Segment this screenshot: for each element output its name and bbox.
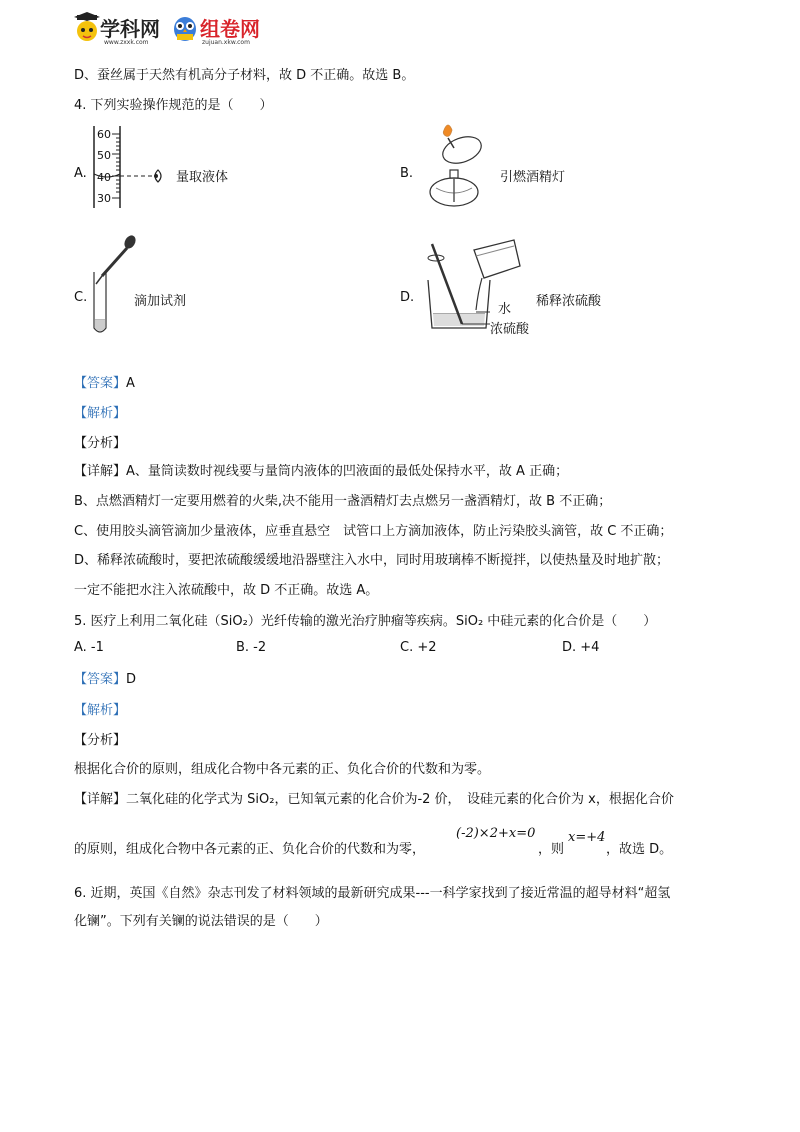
question-5-stem: 5. 医疗上利用二氧化硅（SiO₂）光纤传输的激光治疗肿瘤等疾病。SiO₂ 中硅元素的化合价是（ ） xyxy=(74,614,657,629)
cylinder-scale-60: 60 xyxy=(97,128,111,141)
alcohol-lamps-figure xyxy=(414,120,500,212)
q4-detail-5: 一定不能把水注入浓硫酸中，故 D 不正确。故选 A。 xyxy=(74,583,379,598)
answer-tag: 【答案】 xyxy=(74,672,127,687)
q4-detail-2: B、点燃酒精灯一定要用燃着的火柴,决不能用一盏酒精灯去点燃另一盏酒精灯，故 B 不正确； xyxy=(74,494,612,509)
q4-jiexi-tag: 【解析】 xyxy=(74,406,127,421)
q4-detail-1 xyxy=(74,460,568,479)
detail-text-2a: 的原则，组成化合物中各元素的正、负化合价的代数和为零， xyxy=(74,842,426,857)
answer-value: A xyxy=(126,376,135,391)
option-a-letter: A. xyxy=(74,166,87,181)
question-6-line-1: 6. 近期，英国《自然》杂志刊发了材料领域的最新研究成果---一科学家找到了接近常温的超导材料“超氢 xyxy=(74,886,671,901)
option-d-letter: D. xyxy=(400,290,415,305)
option-b-letter: B. xyxy=(400,166,414,181)
logo2-name: 组卷网 xyxy=(200,17,260,41)
q4-detail-4: D、稀释浓硫酸时，要把浓硫酸缓缓地沿器壁注入水中，同时用玻璃棒不断搅拌，以使热量及时地扩散； xyxy=(74,553,670,568)
answer-value: D xyxy=(126,672,137,687)
dropper-tube-figure xyxy=(88,232,138,340)
q5-answer xyxy=(74,668,136,687)
detail-text-1: 二氧化硅的化学式为 SiO₂，已知氧元素的化合价为-2 价， 设硅元素的化合价为 x，根据化合价 xyxy=(126,792,674,807)
option-b-text: 引燃酒精灯 xyxy=(500,170,566,185)
cylinder-scale-30: 30 xyxy=(97,192,111,205)
q5-detail-2b: ，则 xyxy=(538,842,565,857)
prev-question-line: D、蚕丝属于天然有机高分子材料，故 D 不正确。故选 B。 xyxy=(74,68,415,83)
detail-tag: 【详解】 xyxy=(74,792,127,807)
q5-detail-2c: ，故选 D。 xyxy=(606,842,673,857)
detail-text-1: A、量筒读数时视线要与量筒内液体的凹液面的最低处保持水平，故 A 正确； xyxy=(126,464,569,479)
label-water: 水 xyxy=(498,302,512,317)
option-c-letter: C. xyxy=(74,290,88,305)
formula-sum-zero: (-2)×2+x=0 xyxy=(456,826,536,841)
logo2-url: zujuan.xkw.com xyxy=(202,39,250,46)
mascot-icon xyxy=(74,12,100,42)
q5-option-a: A. -1 xyxy=(74,640,104,655)
q5-jiexi-tag: 【解析】 xyxy=(74,703,127,718)
q5-detail-1 xyxy=(74,788,674,807)
q4-fenxi-tag: 【分析】 xyxy=(74,436,127,451)
q5-option-d: D. +4 xyxy=(562,640,600,655)
q5-detail-2 xyxy=(74,838,425,857)
q5-option-b: B. -2 xyxy=(236,640,267,655)
question-6-line-2: 化镧”。下列有关镧的说法错误的是（ ） xyxy=(74,914,328,929)
owl-icon xyxy=(172,12,198,42)
detail-tag: 【详解】 xyxy=(74,464,127,479)
cylinder-scale-40: 40 xyxy=(97,171,111,184)
option-d-text: 稀释浓硫酸 xyxy=(536,294,602,309)
answer-tag: 【答案】 xyxy=(74,376,127,391)
option-c-text: 滴加试剂 xyxy=(134,294,187,309)
q4-detail-3: C、使用胶头滴管滴加少量液体，应垂直悬空 试管口上方滴加液体，防止污染胶头滴管，故 C 不正确； xyxy=(74,524,673,539)
formula-x-value: x=+4 xyxy=(568,830,606,845)
question-4-stem: 4. 下列实验操作规范的是（ ） xyxy=(74,98,273,113)
cylinder-scale-50: 50 xyxy=(97,149,111,162)
q4-answer xyxy=(74,372,135,391)
option-a-text: 量取液体 xyxy=(176,170,229,185)
logo1-url: www.zxxk.com xyxy=(104,39,149,46)
logo1-name: 学科网 xyxy=(100,17,160,41)
label-conc-acid: 浓硫酸 xyxy=(490,322,530,337)
q5-option-c: C. +2 xyxy=(400,640,437,655)
q5-analysis: 根据化合价的原则，组成化合物中各元素的正、负化合价的代数和为零。 xyxy=(74,762,491,777)
q5-fenxi-tag: 【分析】 xyxy=(74,733,127,748)
